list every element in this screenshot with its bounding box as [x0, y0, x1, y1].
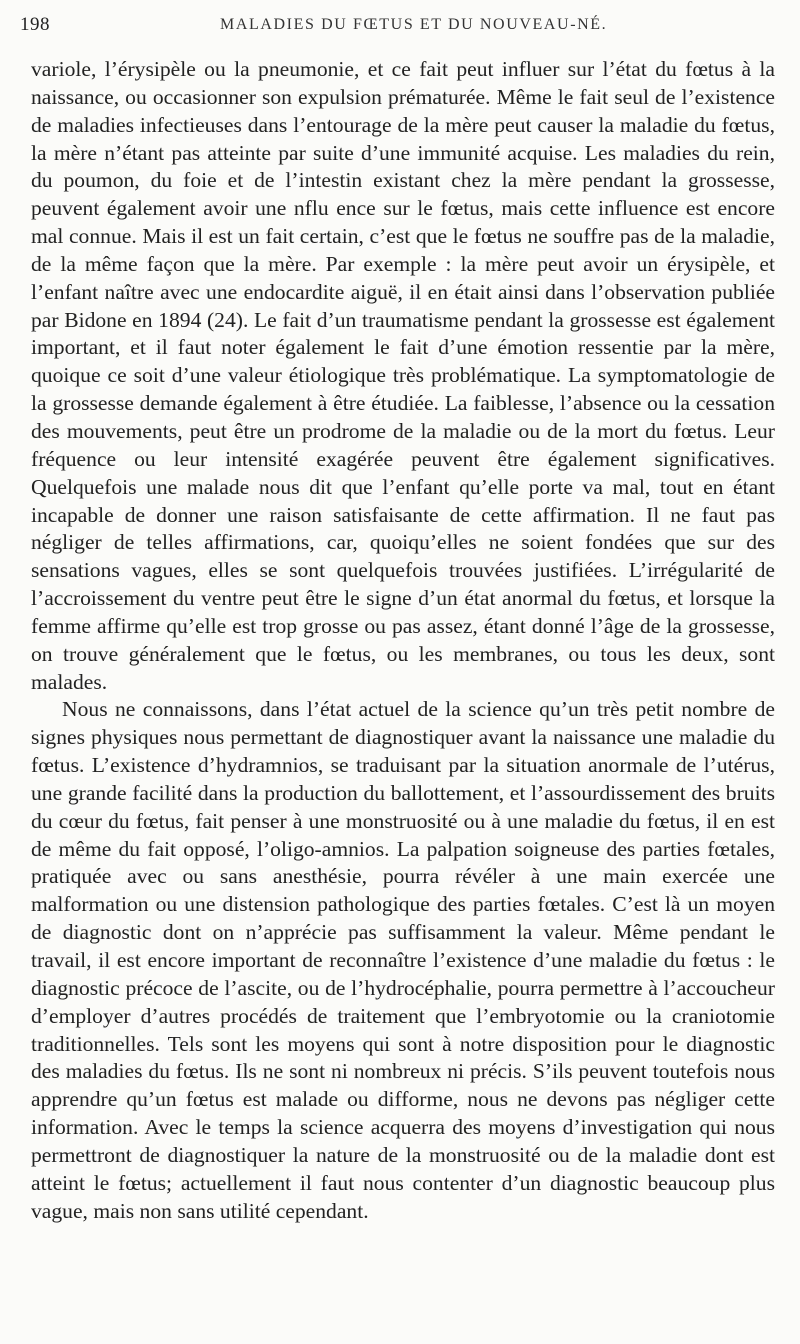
- running-title: MALADIES DU FŒTUS ET DU NOUVEAU-NÉ.: [220, 16, 608, 33]
- running-head: [20, 14, 760, 42]
- body-text: [31, 56, 775, 1225]
- page-number: 198: [20, 14, 50, 35]
- paragraph: Nous ne connaissons, dans l’état actuel de la science qu’un très petit nombre de signes physiques nous permettant de diagnostiquer avant la naissance une maladie du fœtus. L’existence d’hydramnios, se traduisant par la situation anormale de l’utérus, une grande facilité dans la production du ballottement, et l’assourdissement des bruits du cœur du fœtus, fait penser à une monstruosité ou à une maladie du fœtus, il en est de même du fait opposé, l’oligo-amnios. La palpation soigneuse des parties fœtales, pratiquée avec ou sans anesthésie, pourra révéler à une main exercée une malformation ou une distension pathologique des parties fœtales. C’est là un moyen de diagnostic dont on n’apprécie pas suffisamment la valeur. Même pendant le travail, il est encore important de reconnaître l’existence d’une maladie du fœtus : le diagnostic précoce de l’ascite, ou de l’hydrocéphalie, pourra permettre à l’accoucheur d’employer d’autres procédés de traitement que l’embryotomie ou la craniotomie traditionnelles. Tels sont les moyens qui sont à notre disposition pour le diagnostic des maladies du fœtus. Ils ne sont ni nombreux ni précis. S’ils peuvent toutefois nous apprendre qu’un fœtus est malade ou difforme, nous ne devons pas négliger cette information. Avec le temps la science acquerra des moyens d’investigation qui nous permettront de diagnostiquer la nature de la monstruosité ou de la maladie dont est atteint le fœtus; actuellement il faut nous contenter d’un diagnostic beaucoup plus vague, mais non sans utilité cependant.: [31, 697, 775, 1223]
- paragraph: variole, l’érysipèle ou la pneumonie, et ce fait peut influer sur l’état du fœtus à la naissance, ou occasionner son expulsion prématurée. Même le fait seul de l’existence de maladies infectieuses dans l’entourage de la mère peut causer la maladie du fœtus, la mère n’étant pas atteinte par suite d’une immunité acquise. Les maladies du rein, du poumon, du foie et de l’intestin existant chez la mère pendant la grossesse, peuvent également avoir une nflu ence sur le fœtus, mais cette influence est encore mal connue. Mais il est un fait certain, c’est que le fœtus ne souffre pas de la maladie, de la même façon que la mère. Par exemple : la mère peut avoir un érysipèle, et l’enfant naître avec une endocardite aiguë, il en était ainsi dans l’observation publiée par Bidone en 1894 (24). Le fait d’un traumatisme pendant la grossesse est également important, et il faut noter également le fait d’une émotion ressentie par la mère, quoique ce soit d’une valeur étiologique très problématique. La symptomatologie de la grossesse demande également à être étudiée. La faiblesse, l’absence ou la cessation des mouvements, peut être un prodrome de la maladie ou de la mort du fœtus. Leur fréquence ou leur intensité exagérée peuvent être également significatives. Quelquefois une malade nous dit que l’enfant qu’elle porte va mal, tout en étant incapable de donner une raison satisfaisante de cette affirmation. Il ne faut pas négliger de telles affirmations, car, quoiqu’elles ne soient fondées que sur des sensations vagues, elles se sont quelquefois trouvées justifiées. L’irrégularité de l’accroissement du ventre peut être le signe d’un état anormal du fœtus, et lorsque la femme affirme qu’elle est trop grosse ou pas assez, étant donné l’âge de la grossesse, on trouve généralement que le fœtus, ou les membranes, ou tous les deux, sont malades.: [31, 57, 775, 694]
